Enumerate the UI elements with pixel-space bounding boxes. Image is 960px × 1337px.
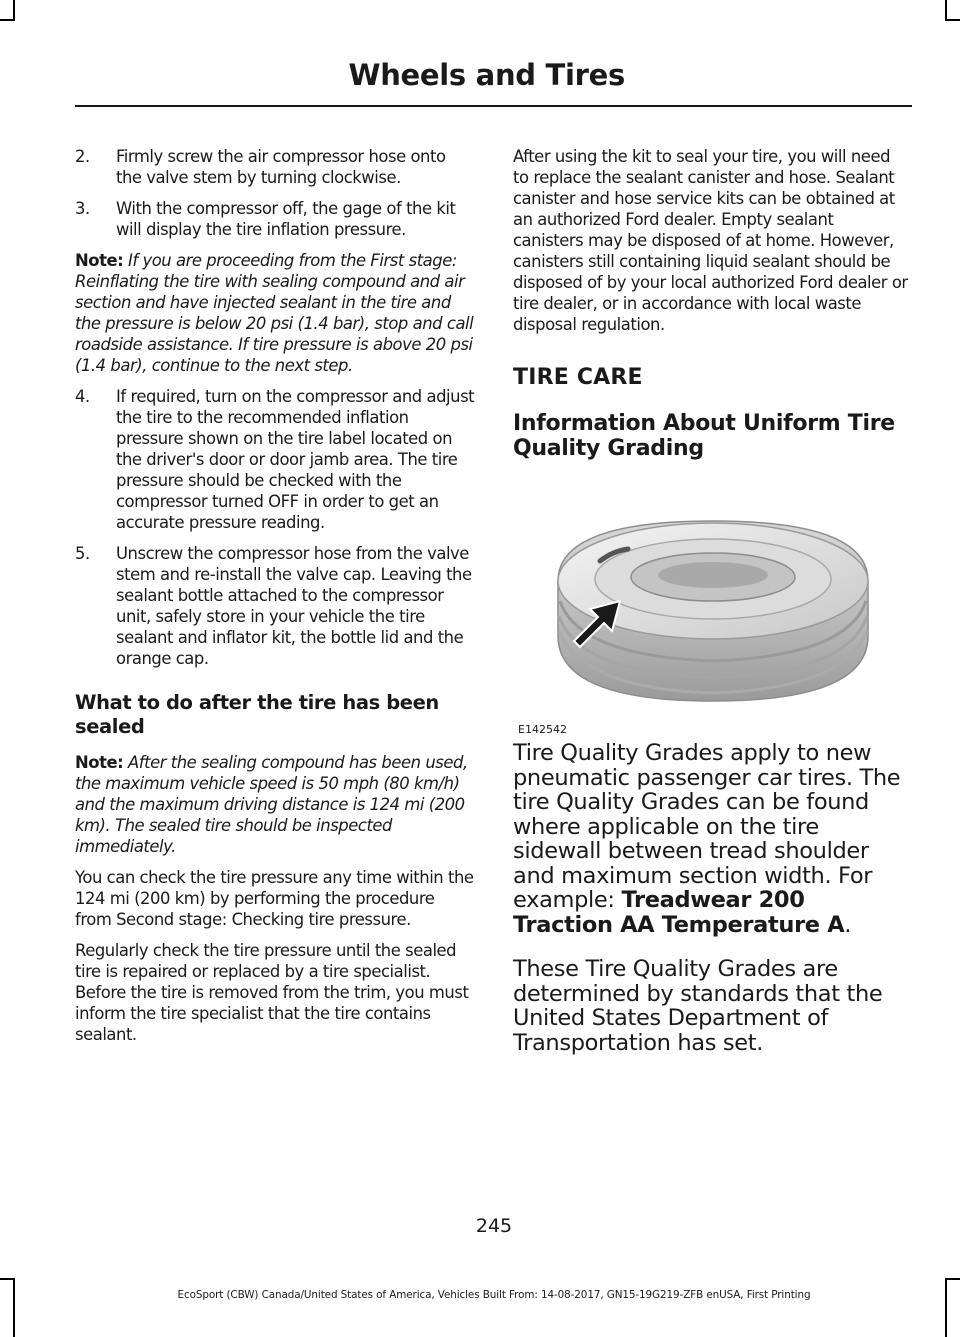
step-text: Unscrew the compressor hose from the valve stem and re-install the valve cap. Leaving the sealant bottle attached to the compressor unit, safely store in your vehicle the tire sealant and inflator kit, the bottle lid and the orange cap. xyxy=(116,544,472,668)
quality-grades-text: Tire Quality Grades apply to new pneumatic passenger car tires. The tire Quality Grades can be found where applicable on the tire sidewall between tread shoulder and maximum section width. For example: xyxy=(513,740,901,913)
paragraph-dot-standards: These Tire Quality Grades are determined by standards that the United States Department of Transportation has set. xyxy=(513,956,883,1056)
step-number: 3. xyxy=(75,199,90,218)
subheading-utqg: Information About Uniform Tire Quality Grading xyxy=(513,411,895,461)
crop-mark xyxy=(945,1278,960,1280)
page-number: 245 xyxy=(475,1215,513,1237)
quality-grades-end: . xyxy=(844,911,852,938)
step-text: If required, turn on the compressor and adjust the tire to the recommended inflation pressure shown on the tire label located on the driver's door or door jamb area. The tire pressure should be checked with the compressor turned OFF in order to get an accurate pressure reading. xyxy=(116,387,475,532)
paragraph-after-kit: After using the kit to seal your tire, you will need to replace the sealant canister and hose. Sealant canister and hose service kits can be obtained at an authorized Ford dealer. Empty sealant canisters may be disposed of at home. However, canisters still containing liquid sealant should be disposed of by your local authorized Ford dealer or tire dealer, or in accordance with local waste disposal regulation. xyxy=(513,147,908,334)
step-2 xyxy=(75,146,475,188)
page-header-title: Wheels and Tires xyxy=(348,58,625,92)
right-column xyxy=(513,146,908,1075)
crop-mark xyxy=(13,0,15,20)
subheading-after-sealed: What to do after the tire has been sealed xyxy=(75,691,439,738)
step-5 xyxy=(75,543,475,669)
step-3 xyxy=(75,198,475,240)
note-1 xyxy=(75,250,475,376)
crop-mark xyxy=(0,19,15,21)
figure-code: E142542 xyxy=(518,723,567,736)
crop-mark xyxy=(945,1279,947,1337)
crop-mark xyxy=(13,1279,15,1337)
step-4 xyxy=(75,386,475,533)
note-2 xyxy=(75,752,475,857)
step-text: Firmly screw the air compressor hose onto the valve stem by turning clockwise. xyxy=(116,147,446,187)
step-number: 4. xyxy=(75,387,90,406)
paragraph-quality-grades xyxy=(513,741,908,937)
paragraph-check-pressure: You can check the tire pressure any time within the 124 mi (200 km) by performing the procedure from Second stage: Checking tire pressure. xyxy=(75,868,474,929)
tire-illustration-icon xyxy=(538,501,888,716)
page-footer: EcoSport (CBW) Canada/United States of America, Vehicles Built From: 14-08-2017, GN15-19G219-ZFB enUSA, First Printing xyxy=(177,1289,811,1301)
note-text: If you are proceeding from the First stage: Reinflating the tire with sealing compound and air section and have injected sealant in the tire and the pressure is below 20 psi (1.4 bar), stop and call roadside assistance. If tire pressure is above 20 psi (1.4 bar), continue to the next step. xyxy=(75,251,474,375)
tire-figure xyxy=(513,471,908,741)
note-text: After the sealing compound has been used, the maximum vehicle speed is 50 mph (80 km/h) and the maximum driving distance is 124 mi (200 km). The sealed tire should be inspected immediately. xyxy=(75,753,468,856)
note-label: Note: xyxy=(75,753,124,772)
crop-mark xyxy=(0,1278,15,1280)
header-rule xyxy=(75,105,912,107)
paragraph-regular-check: Regularly check the tire pressure until the sealed tire is repaired or replaced by a tire specialist. Before the tire is removed from the trim, you must inform the tire specialist that the tire contains sealant. xyxy=(75,941,469,1044)
note-label: Note: xyxy=(75,251,124,270)
left-column xyxy=(75,146,475,1055)
step-number: 5. xyxy=(75,544,90,563)
step-text: With the compressor off, the gage of the kit will display the tire inflation pressure. xyxy=(116,199,456,239)
quality-grades-example: Treadwear 200 Traction AA Temperature A xyxy=(513,887,845,938)
section-heading-tire-care: TIRE CARE xyxy=(513,365,643,390)
crop-mark xyxy=(945,0,947,20)
step-number: 2. xyxy=(75,147,90,166)
crop-mark xyxy=(945,19,960,21)
